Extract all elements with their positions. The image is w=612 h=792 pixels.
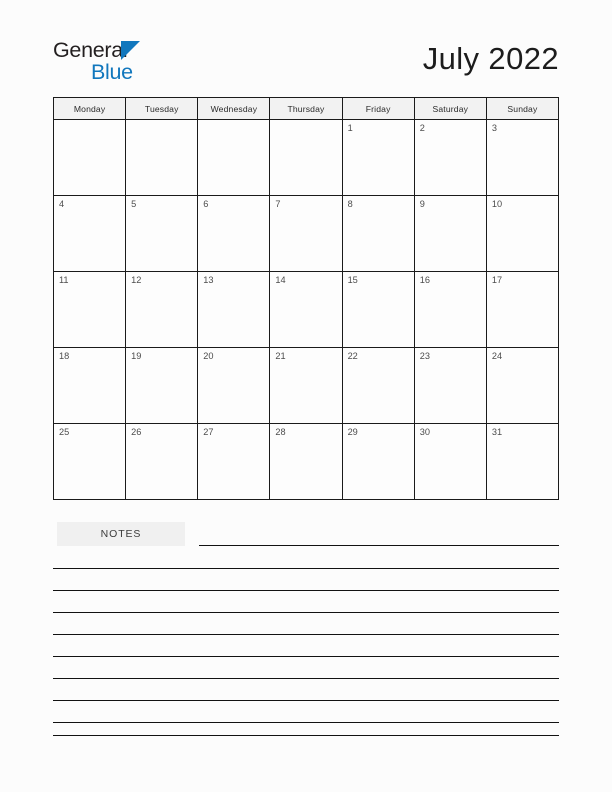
day-cell[interactable] — [414, 272, 486, 348]
weekday-header-wednesday: Wednesday — [198, 98, 270, 120]
day-number: 11 — [59, 275, 69, 285]
day-cell[interactable] — [54, 272, 126, 348]
day-number: 30 — [419, 427, 430, 437]
day-cell[interactable] — [198, 424, 270, 500]
day-number — [126, 120, 197, 124]
day-number: 1 — [347, 123, 353, 133]
day-cell[interactable] — [270, 196, 342, 272]
note-line[interactable] — [53, 590, 559, 591]
note-line[interactable] — [53, 735, 559, 736]
day-number — [54, 120, 125, 124]
day-cell[interactable] — [198, 196, 270, 272]
note-line[interactable] — [199, 545, 559, 546]
day-cell[interactable] — [342, 272, 414, 348]
page-title: July 2022 — [422, 41, 559, 76]
weekday-header-monday: Monday — [54, 98, 126, 120]
day-number: 10 — [491, 199, 503, 209]
day-cell[interactable] — [270, 348, 342, 424]
day-cell[interactable] — [414, 348, 486, 424]
logo-triangle-icon — [121, 41, 140, 60]
day-cell[interactable] — [486, 120, 558, 196]
day-number: 14 — [275, 275, 286, 285]
note-line[interactable] — [53, 678, 559, 679]
day-cell[interactable] — [342, 120, 414, 196]
day-number: 5 — [131, 199, 137, 209]
day-number: 16 — [419, 275, 430, 285]
day-number: 9 — [419, 199, 425, 209]
day-number: 12 — [131, 275, 142, 285]
calendar-body — [54, 120, 559, 500]
logo-text-blue: Blue — [91, 60, 133, 84]
note-line[interactable] — [53, 656, 559, 657]
day-number: 7 — [275, 199, 281, 209]
day-number: 21 — [275, 351, 286, 361]
day-number: 8 — [347, 199, 353, 209]
day-number — [270, 120, 341, 124]
calendar-grid — [53, 97, 559, 500]
day-cell[interactable] — [54, 348, 126, 424]
day-number: 28 — [275, 427, 286, 437]
day-number: 13 — [203, 275, 214, 285]
day-number — [198, 120, 269, 124]
weekday-header-thursday: Thursday — [270, 98, 342, 120]
day-cell[interactable] — [198, 348, 270, 424]
day-cell[interactable] — [126, 348, 198, 424]
note-line[interactable] — [53, 700, 559, 701]
day-number: 31 — [491, 427, 503, 437]
day-cell[interactable] — [270, 120, 342, 196]
calendar-week-row — [54, 272, 559, 348]
day-cell[interactable] — [126, 196, 198, 272]
day-cell[interactable] — [414, 120, 486, 196]
day-number: 6 — [203, 199, 209, 209]
day-number: 22 — [347, 351, 358, 361]
calendar-week-row — [54, 120, 559, 196]
day-cell[interactable] — [198, 120, 270, 196]
note-line[interactable] — [53, 634, 559, 635]
day-cell[interactable] — [54, 120, 126, 196]
day-number: 20 — [203, 351, 214, 361]
day-cell[interactable] — [126, 424, 198, 500]
day-cell[interactable] — [486, 196, 558, 272]
day-cell[interactable] — [342, 348, 414, 424]
general-blue-logo[interactable] — [53, 36, 233, 88]
logo-text-general: General — [53, 38, 128, 62]
day-cell[interactable] — [270, 424, 342, 500]
weekday-header-tuesday: Tuesday — [126, 98, 198, 120]
day-number: 3 — [491, 123, 497, 133]
calendar-week-row — [54, 348, 559, 424]
note-line[interactable] — [53, 568, 559, 569]
day-number: 29 — [347, 427, 358, 437]
note-line[interactable] — [53, 612, 559, 613]
day-number: 24 — [491, 351, 503, 361]
day-number: 23 — [419, 351, 430, 361]
day-number: 17 — [491, 275, 503, 285]
page-header — [53, 36, 559, 88]
day-cell[interactable] — [342, 424, 414, 500]
day-cell[interactable] — [486, 348, 558, 424]
day-number: 2 — [419, 123, 425, 133]
day-cell[interactable] — [486, 272, 558, 348]
day-cell[interactable] — [126, 272, 198, 348]
day-cell[interactable] — [414, 196, 486, 272]
day-number: 25 — [59, 427, 70, 437]
day-cell[interactable] — [126, 120, 198, 196]
day-number: 19 — [131, 351, 142, 361]
weekday-header-friday: Friday — [342, 98, 414, 120]
weekday-header-saturday: Saturday — [414, 98, 486, 120]
notes-label: NOTES — [100, 528, 142, 540]
day-cell[interactable] — [54, 196, 126, 272]
notes-section — [53, 522, 559, 740]
note-line[interactable] — [53, 722, 559, 723]
day-cell[interactable] — [198, 272, 270, 348]
day-number: 18 — [59, 351, 70, 361]
day-number: 4 — [59, 199, 65, 209]
calendar-week-row — [54, 196, 559, 272]
day-cell[interactable] — [342, 196, 414, 272]
calendar-week-row — [54, 424, 559, 500]
weekday-header-sunday: Sunday — [486, 98, 558, 120]
day-cell[interactable] — [414, 424, 486, 500]
day-number: 26 — [131, 427, 142, 437]
day-cell[interactable] — [54, 424, 126, 500]
day-cell[interactable] — [270, 272, 342, 348]
day-number: 15 — [347, 275, 358, 285]
day-number: 27 — [203, 427, 214, 437]
calendar-header-row — [54, 98, 559, 120]
day-cell[interactable] — [486, 424, 558, 500]
